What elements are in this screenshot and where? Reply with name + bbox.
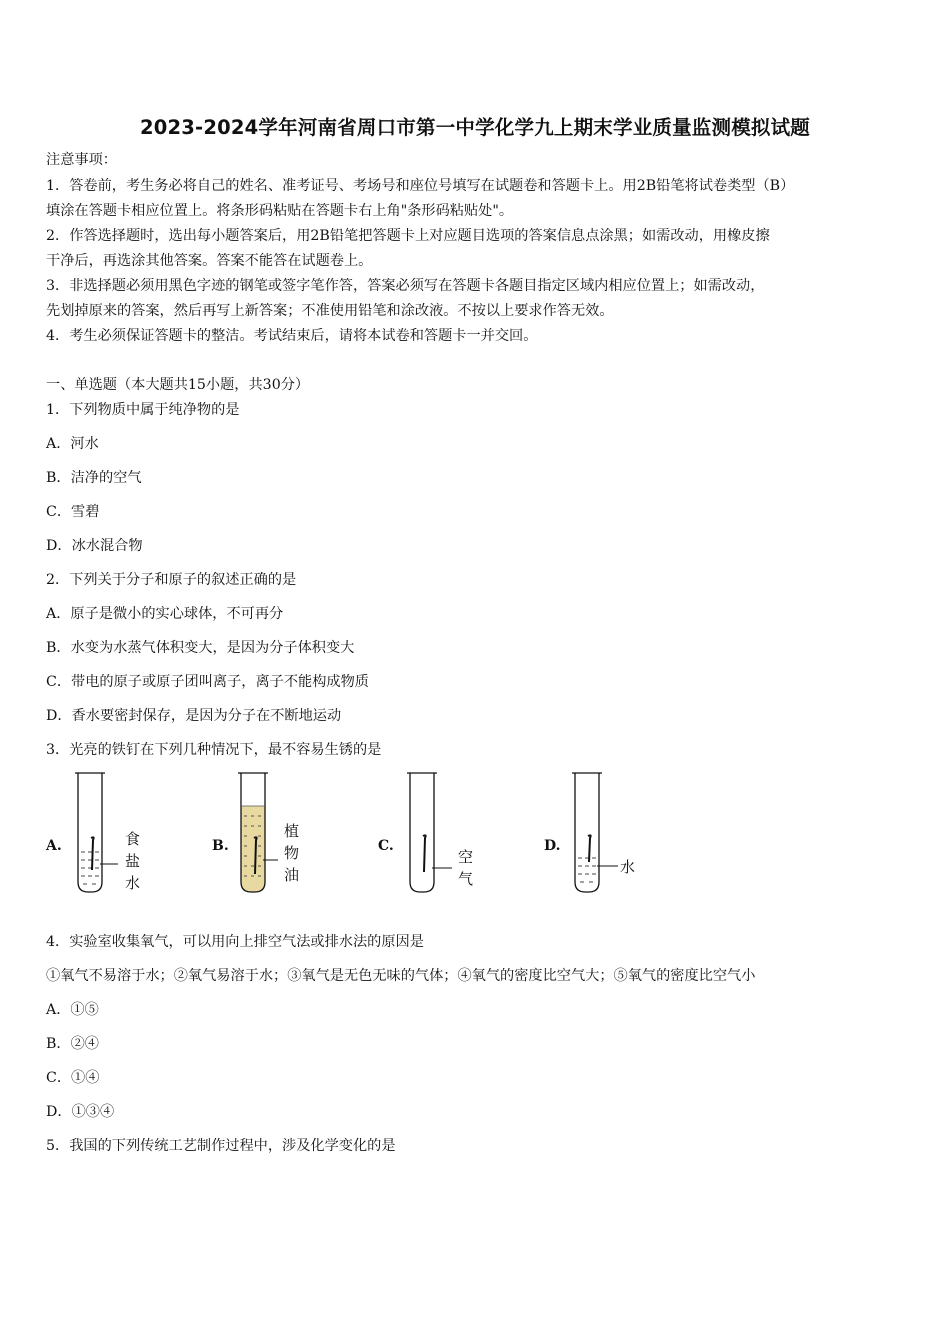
test-tube-c [407, 773, 473, 892]
tube-c-label-2: 气 [458, 870, 474, 888]
figure-label-a: A. [46, 838, 62, 854]
tube-b-label-2: 物 [284, 844, 300, 862]
question-stem: 2．下列关于分子和原子的叙述正确的是 [46, 572, 297, 588]
option-c: C．①④ [46, 1070, 100, 1086]
option-d: D．香水要密封保存，是因为分子在不断地运动 [46, 708, 342, 724]
tube-a-label-3: 水 [125, 874, 141, 892]
option-a: A．河水 [46, 436, 99, 452]
notice-line: 填涂在答题卡相应位置上。将条形码粘贴在答题卡右上角"条形码粘贴处"。 [46, 203, 514, 219]
question-stem: 4．实验室收集氧气，可以用向上排空气法或排水法的原因是 [46, 934, 424, 950]
test-tube-figure [40, 770, 680, 900]
test-tube-d [572, 773, 635, 892]
question-stem: 1．下列物质中属于纯净物的是 [46, 402, 240, 418]
tube-a-label-1: 食 [125, 830, 141, 848]
figure-label-b: B. [212, 838, 229, 854]
tube-d-label: 水 [620, 858, 636, 876]
option-c: C．雪碧 [46, 504, 100, 520]
test-tube-b [238, 773, 299, 892]
notice-heading: 注意事项： [46, 152, 117, 168]
tube-b-label-3: 油 [284, 866, 300, 884]
option-a: A．①⑤ [46, 1002, 99, 1018]
tube-a-label-2: 盐 [125, 852, 141, 870]
section-heading: 一、单选题（本大题共15小题，共30分） [46, 377, 310, 393]
option-c: C．带电的原子或原子团叫离子，离子不能构成物质 [46, 674, 369, 690]
notice-line: 先划掉原来的答案，然后再写上新答案；不准使用铅笔和涂改液。不按以上要求作答无效。 [46, 303, 614, 319]
page-title: 2023-2024学年河南省周口市第一中学化学九上期末学业质量监测模拟试题 [139, 116, 811, 139]
test-tube-a [75, 773, 140, 892]
option-d: D．冰水混合物 [46, 538, 143, 554]
question-stem: 3．光亮的铁钉在下列几种情况下，最不容易生锈的是 [46, 742, 382, 758]
option-d: D．①③④ [46, 1104, 115, 1120]
option-b: B．②④ [46, 1036, 99, 1052]
notice-line: 干净后，再选涂其他答案。答案不能答在试题卷上。 [46, 253, 373, 269]
tube-c-label-1: 空 [458, 848, 474, 866]
figure-label-c: C. [378, 838, 394, 854]
notice-line: 1．答卷前，考生务必将自己的姓名、准考证号、考场号和座位号填写在试题卷和答题卡上。用2B铅笔将试卷类型（B） [46, 178, 795, 194]
option-b: B．洁净的空气 [46, 470, 142, 486]
figure-label-d: D. [544, 838, 561, 854]
option-a: A．原子是微小的实心球体，不可再分 [46, 606, 284, 622]
question-stem: 5．我国的下列传统工艺制作过程中，涉及化学变化的是 [46, 1138, 396, 1154]
notice-line: 4．考生必须保证答题卡的整洁。考试结束后，请将本试卷和答题卡一并交回。 [46, 328, 538, 344]
option-b: B．水变为水蒸气体积变大，是因为分子体积变大 [46, 640, 355, 656]
notice-line: 2．作答选择题时，选出每小题答案后，用2B铅笔把答题卡上对应题目选项的答案信息点涂黑；如需改动，用橡皮擦 [46, 228, 770, 244]
tube-b-label-1: 植 [284, 822, 300, 840]
notice-line: 3．非选择题必须用黑色字迹的钢笔或签字笔作答，答案必须写在答题卡各题目指定区域内相应位置上；如需改动， [46, 278, 765, 294]
test-tubes-svg [40, 770, 680, 900]
question-items: ①氧气不易溶于水；②氧气易溶于水；③氧气是无色无味的气体；④氧气的密度比空气大；⑤氧气的密度比空气小 [46, 968, 756, 984]
